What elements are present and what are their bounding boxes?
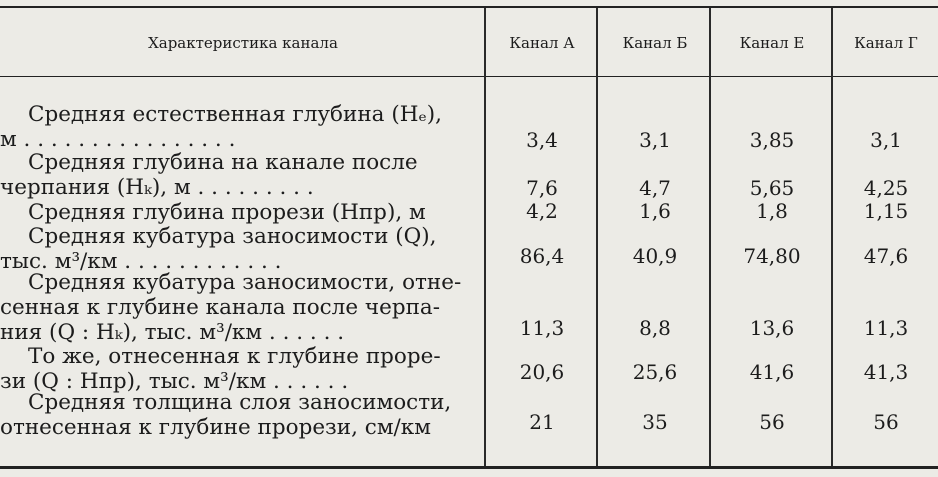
description-line: ния (Q : Hₖ), тыс. м³/км . . . . . . — [0, 320, 345, 345]
row-description — [0, 344, 478, 394]
description-line: То же, отнесенная к глубине проре- — [28, 344, 441, 369]
description-line: отнесенная к глубине прорези, см/км — [0, 415, 431, 440]
cell-channel-b: 35 — [642, 410, 668, 434]
description-line: зи (Q : Hпр), тыс. м³/км . . . . . . — [0, 369, 349, 394]
cell-channel-b: 25,6 — [632, 360, 678, 384]
description-line: тыс. м³/км . . . . . . . . . . . . — [0, 249, 282, 274]
cell-channel-a: 7,6 — [526, 176, 558, 200]
cell-channel-e: 5,65 — [749, 176, 795, 200]
header-channel-e: Канал Е — [739, 34, 805, 52]
row-description — [0, 224, 478, 274]
cell-channel-g: 47,6 — [863, 244, 909, 268]
cell-channel-g: 4,25 — [863, 176, 909, 200]
cell-channel-a: 86,4 — [519, 244, 565, 268]
row-description — [0, 270, 478, 345]
column-separator — [831, 8, 833, 466]
column-separator — [709, 8, 711, 466]
table-top-rule — [0, 6, 938, 8]
column-separator — [596, 8, 598, 466]
cell-channel-b: 8,8 — [639, 316, 671, 340]
table-bottom-rule — [0, 466, 938, 469]
cell-channel-e: 3,85 — [749, 128, 795, 152]
description-line: Средняя кубатура заносимости, отне- — [28, 270, 462, 295]
cell-channel-g: 3,1 — [870, 128, 902, 152]
description-line: Средняя глубина на канале после — [28, 150, 418, 175]
cell-channel-g: 11,3 — [863, 316, 909, 340]
row-description — [0, 390, 478, 440]
column-separator — [484, 8, 486, 466]
cell-channel-b: 4,7 — [639, 176, 671, 200]
cell-channel-a: 11,3 — [519, 316, 565, 340]
cell-channel-g: 41,3 — [863, 360, 909, 384]
cell-channel-e: 1,8 — [756, 199, 788, 223]
row-description — [0, 150, 478, 200]
cell-channel-g: 56 — [873, 410, 899, 434]
cell-channel-b: 1,6 — [639, 199, 671, 223]
description-line: м . . . . . . . . . . . . . . . . — [0, 127, 236, 152]
cell-channel-a: 3,4 — [526, 128, 558, 152]
cell-channel-a: 21 — [529, 410, 555, 434]
cell-channel-a: 20,6 — [519, 360, 565, 384]
description-line: сенная к глубине канала после черпа- — [0, 295, 441, 320]
description-line: Средняя толщина слоя заносимости, — [28, 390, 452, 415]
header-channel-g: Канал Г — [854, 34, 918, 52]
cell-channel-e: 74,80 — [743, 244, 801, 268]
header-channel-b: Канал Б — [622, 34, 688, 52]
cell-channel-g: 1,15 — [863, 199, 909, 223]
cell-channel-b: 40,9 — [632, 244, 678, 268]
header-channel-a: Канал А — [509, 34, 575, 52]
cell-channel-e: 56 — [759, 410, 785, 434]
cell-channel-b: 3,1 — [639, 128, 671, 152]
description-line: черпания (Hₖ), м . . . . . . . . . — [0, 175, 314, 200]
header-bottom-rule — [0, 76, 938, 77]
row-description — [0, 200, 478, 225]
description-line: Средняя кубатура заносимости (Q), — [28, 224, 437, 249]
header-characteristic: Характеристика канала — [148, 34, 338, 52]
cell-channel-e: 13,6 — [749, 316, 795, 340]
cell-channel-e: 41,6 — [749, 360, 795, 384]
cell-channel-a: 4,2 — [526, 199, 558, 223]
description-line: Средняя глубина прорези (Hпр), м — [28, 200, 426, 225]
row-description — [0, 102, 478, 152]
description-line: Средняя естественная глубина (Hₑ), — [28, 102, 443, 127]
